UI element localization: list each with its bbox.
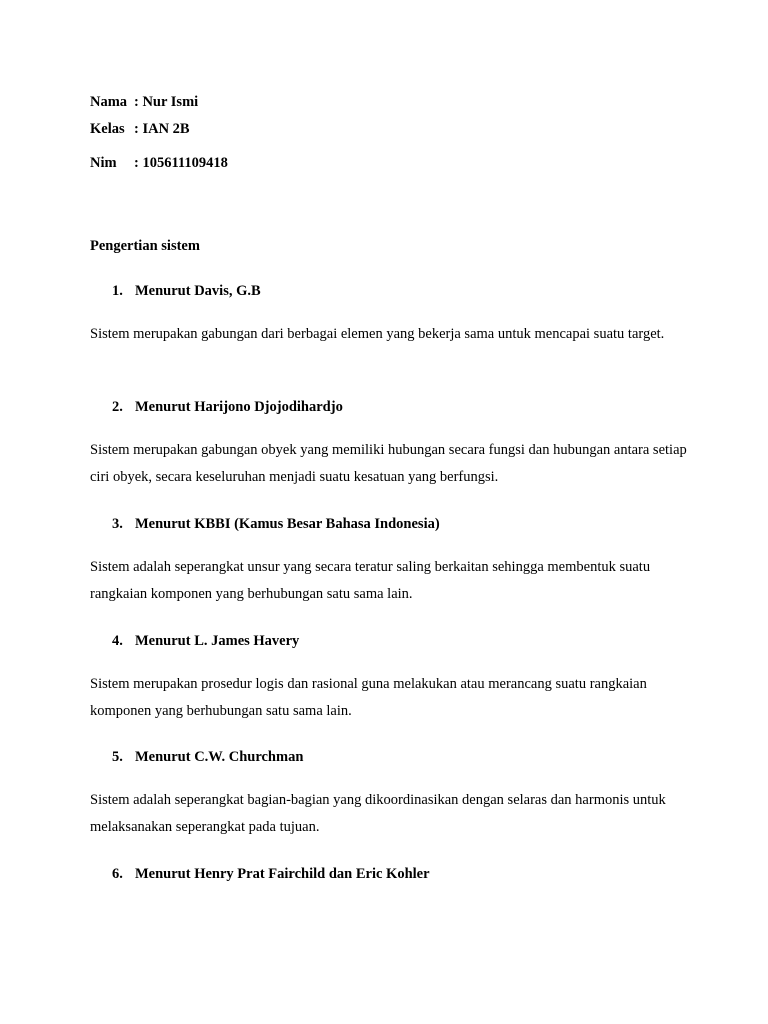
item-heading: Menurut Henry Prat Fairchild dan Eric Kohler [135,866,430,882]
item-number: 6. [112,866,123,882]
section-title: Pengertian sistem [90,238,200,254]
item-text: Sistem adalah seperangkat unsur yang secara teratur saling berkaitan sehingga membentuk suatu rangkaian komponen yang berhubungan satu sama lain. [90,559,651,602]
nim-value: : 105611109418 [134,155,228,171]
item-number: 5. [112,749,123,765]
nama-value: : Nur Ismi [134,94,199,110]
item-text: Sistem merupakan prosedur logis dan rasional guna melakukan atau merancang suatu rangkaian komponen yang berhubungan satu sama lain. [90,676,647,719]
item-number: 2. [112,399,123,415]
item-text: Sistem merupakan gabungan dari berbagai elemen yang bekerja sama untuk mencapai suatu target. [90,326,665,342]
item-text: Sistem merupakan gabungan obyek yang memiliki hubungan secara fungsi dan hubungan antara setiap ciri obyek, secara keseluruhan menjadi suatu kesatuan yang berfungsi. [90,442,687,485]
item-heading: Menurut Harijono Djojodihardjo [135,399,343,415]
kelas-value: : IAN 2B [134,121,190,137]
nama-label: Nama [90,94,128,110]
kelas-label: Kelas [90,121,125,137]
item-heading: Menurut L. James Havery [135,633,300,649]
item-heading: Menurut C.W. Churchman [135,749,304,765]
item-text: Sistem adalah seperangkat bagian-bagian yang dikoordinasikan dengan selaras dan harmonis untuk melaksanakan seperangkat pada tujuan. [90,792,666,835]
item-number: 3. [112,516,123,532]
item-number: 4. [112,633,123,649]
item-number: 1. [112,283,123,299]
nim-label: Nim [90,155,117,171]
item-heading: Menurut KBBI (Kamus Besar Bahasa Indonesia) [135,516,440,532]
item-heading: Menurut Davis, G.B [135,283,261,299]
